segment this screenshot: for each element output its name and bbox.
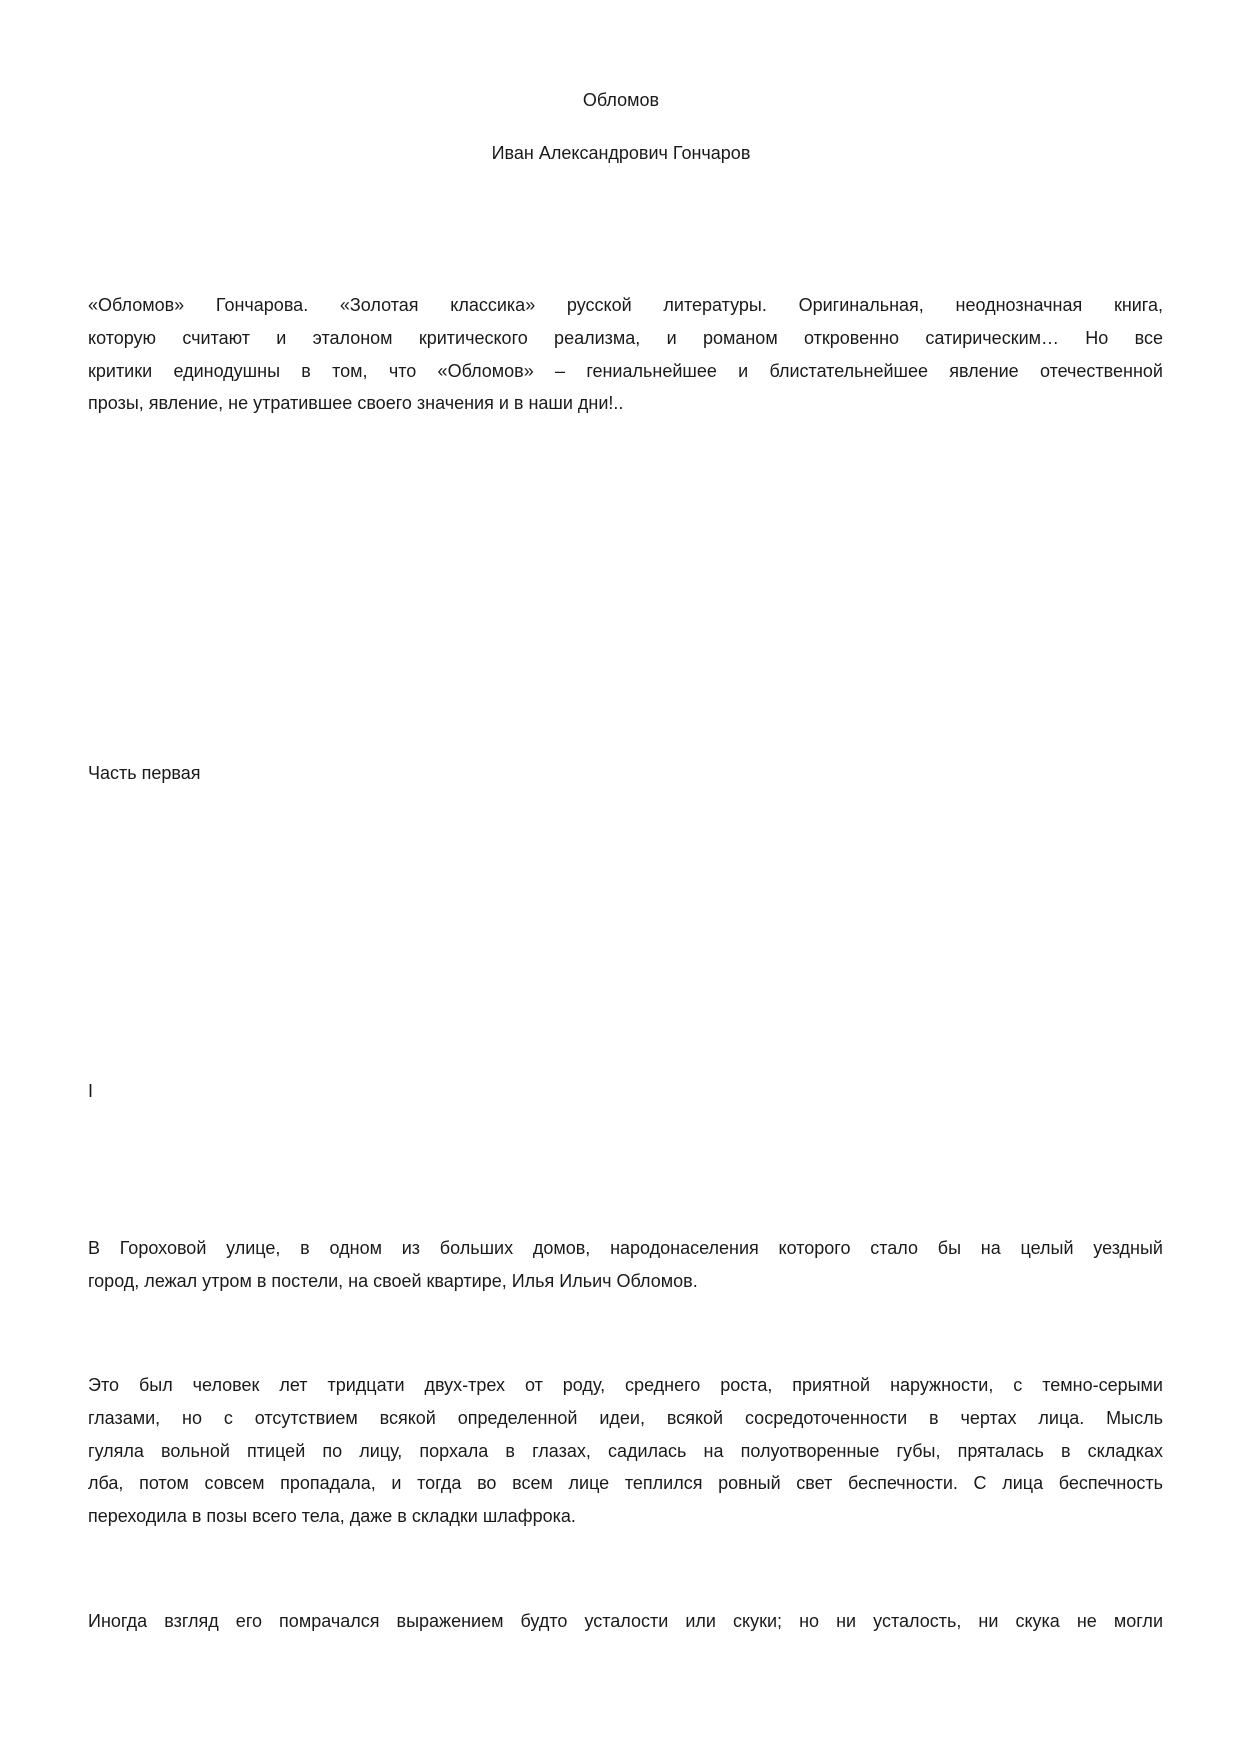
text-line: лба, потом совсем пропадала, и тогда во всем лице теплился ровный свет беспечности. С лица беспечность xyxy=(88,1473,1163,1493)
chapter-heading: I xyxy=(88,1081,94,1101)
text-line: город, лежал утром в постели, на своей квартире, Илья Ильич Обломов. xyxy=(88,1271,698,1291)
book-author: Иван Александрович Гончаров xyxy=(491,143,751,163)
text-line: В Гороховой улице, в одном из больших домов, народонаселения которого стало бы на целый уездный xyxy=(88,1238,1163,1258)
text-line: критики единодушны в том, что «Обломов» – гениальнейшее и блистательнейшее явление отечественной xyxy=(88,361,1163,381)
part-heading: Часть первая xyxy=(88,763,201,783)
text-line: переходила в позы всего тела, даже в складки шлафрока. xyxy=(88,1506,576,1526)
text-line: которую считают и эталоном критического реализма, и романом откровенно сатирическим… Но все xyxy=(88,328,1163,348)
text-line: гуляла вольной птицей по лицу, порхала в глазах, садилась на полуотворенные губы, пряталась в складках xyxy=(88,1441,1163,1461)
text-line: Это был человек лет тридцати двух-трех от роду, среднего роста, приятной наружности, с темно-серыми xyxy=(88,1375,1163,1395)
text-line: «Обломов» Гончарова. «Золотая классика» русской литературы. Оригинальная, неоднозначная книга, xyxy=(88,295,1163,315)
text-line: глазами, но с отсутствием всякой определенной идеи, всякой сосредоточенности в чертах лица. Мысль xyxy=(88,1408,1163,1428)
text-line: прозы, явление, не утратившее своего значения и в наши дни!.. xyxy=(88,393,624,413)
text-line: Иногда взгляд его помрачался выражением будто усталости или скуки; но ни усталость, ни скука не могли xyxy=(88,1611,1163,1631)
book-title: Обломов xyxy=(582,90,660,110)
